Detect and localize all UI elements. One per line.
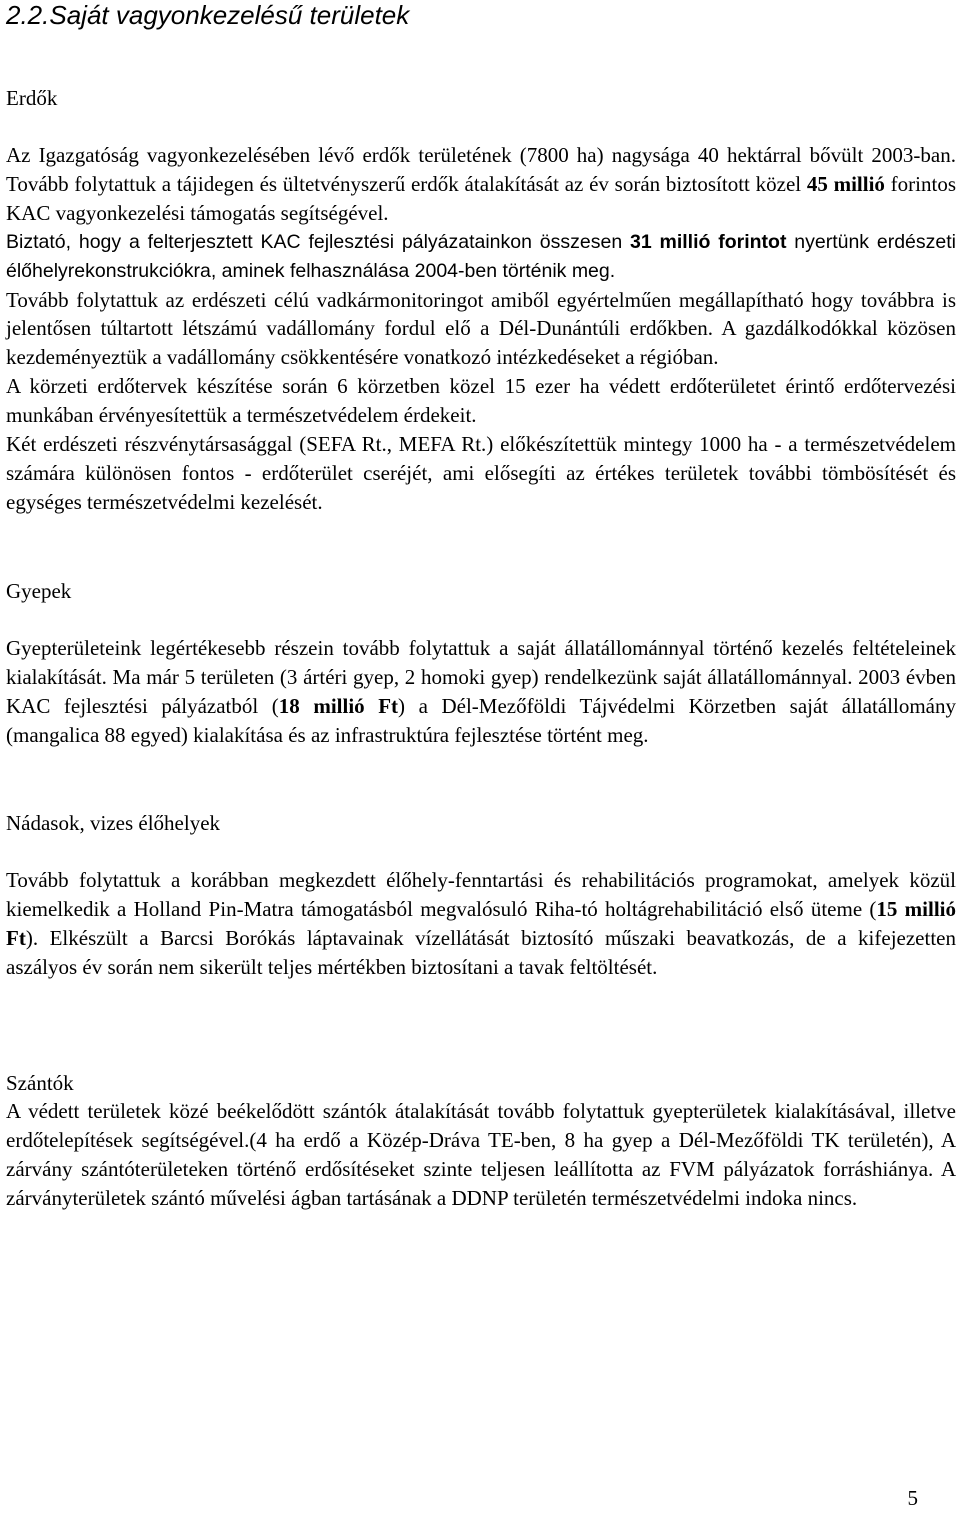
gyepek-paragraph-1: Gyepterületeink legértékesebb részein tovább folytattuk a saját állatállománnyal történő kezelés feltételeinek kialakítását. Ma már 5 területen (3 ártéri gyep, 2 homoki gyep) rendelkezünk saját állatállománnyal. 2003 évben KAC fejlesztési pályázatból (18 millió Ft) a Dél-Mezőföldi Tájvédelmi Körzetben saját állatállomány (mangalica 88 egyed) kialakítása és az infrastruktúra fejlesztése történt meg. <box>6 636 956 747</box>
section-title: 2.2.Saját vagyonkezelésű területek <box>6 0 410 30</box>
heading-nadasok: Nádasok, vizes élőhelyek <box>6 811 221 835</box>
nadasok-content <box>6 866 956 982</box>
erdok-paragraph-1: Az Igazgatóság vagyonkezelésében lévő erdők területének (7800 ha) nagysága 40 hektárral bővült 2003-ban. Tovább folytattuk a tájidegen és ültetvényszerű erdők átalakítását az év során biztosított közel 45 millió forintos KAC vagyonkezelési támogatás segítségével. <box>6 143 956 225</box>
nadasok-paragraph-1: Tovább folytattuk a korábban megkezdett élőhely-fenntartási és rehabilitációs programokat, amelyek közül kiemelkedik a Holland Pin-Matra támogatásból megvalósuló Riha-tó holtágrehabilitáció első üteme (15 millió Ft). Elkészült a Barcsi Borókás láptavainak vízellátását biztosító műszaki beavatkozás, de a kifejezetten aszályos év során nem sikerült teljes mértékben biztosítani a tavak feltöltését. <box>6 868 956 979</box>
heading-erdok: Erdők <box>6 86 58 110</box>
bold-amount-15: 15 millió Ft <box>6 896 956 950</box>
heading-gyepek: Gyepek <box>6 579 72 603</box>
bold-amount-45: 45 millió <box>806 171 885 196</box>
heading-szantok: Szántók <box>6 1071 74 1095</box>
erdok-paragraph-4: A körzeti erdőtervek készítése során 6 körzetben közel 15 ezer ha védett erdőterületet érintő erdőtervezési munkában érvényesítettük a természetvédelem érdekeit. <box>6 374 956 428</box>
erdok-paragraph-2: Biztató, hogy a felterjesztett KAC fejlesztési pályázatainkon összesen 31 millió forintot nyertünk erdészeti élőhelyrekonstrukciókra, aminek felhasználása 2004-ben történik meg. <box>6 230 956 282</box>
erdok-paragraph-5: Két erdészeti részvénytársasággal (SEFA Rt., MEFA Rt.) előkészítettük mintegy 1000 ha - a természetvédelem számára különösen fontos - erdőterület cseréjét, ami elősegíti az értékes területek további tömbösítését és egységes természetvédelmi kezelését. <box>6 432 956 514</box>
bold-amount-18: 18 millió Ft <box>278 693 399 718</box>
gyepek-content <box>6 634 956 750</box>
bold-amount-31: 31 millió forintot <box>629 230 787 253</box>
szantok-paragraph-1: A védett területek közé beékelődött szántók átalakítását tovább folytattuk gyepterületek kialakításával, illetve erdőtelepítések segítségével.(4 ha erdő a Közép-Dráva TE-ben, 8 ha gyep a Dél-Mezőföldi TK területén), A zárvány szántóterületeken történő erdősítéseket szinte teljesen leállította az FVM pályázatok forráshiánya. A zárványterületek szántó művelési ágban tartásának a DDNP területén természetvédelmi indoka nincs. <box>6 1099 956 1210</box>
page-number: 5 <box>907 1486 918 1510</box>
szantok-content <box>6 1097 956 1213</box>
erdok-paragraph-3: Tovább folytattuk az erdészeti célú vadkármonitoringot amiből egyértelműen megállapítható hogy továbbra is jelentősen túltartott létszámú vadállomány fordul elő a Dél-Dunántúli erdőkben. A gazdálkodókkal közösen kezdeményeztük a vadállomány csökkentésére vonatkozó intézkedéseket a régióban. <box>6 287 956 370</box>
erdok-content <box>6 141 956 517</box>
